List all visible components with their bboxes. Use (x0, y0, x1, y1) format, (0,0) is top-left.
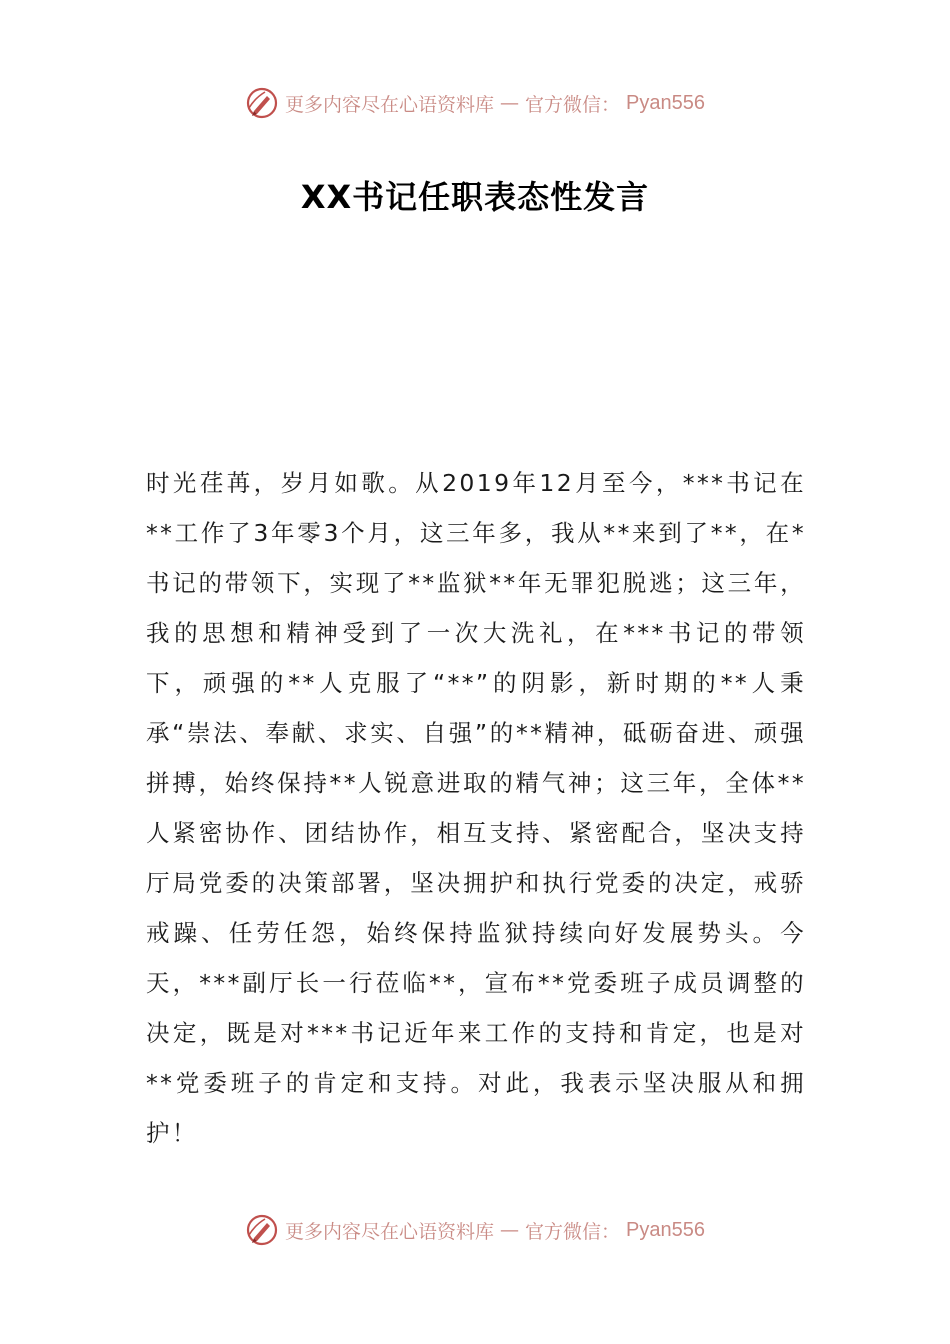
watermark-text: 更多内容尽在心语资料库 (285, 93, 495, 116)
watermark-separator: — (500, 1219, 520, 1241)
pen-logo-icon (245, 86, 279, 120)
watermark-wechat-label: 官方微信： (525, 93, 621, 116)
body-paragraph: 时光荏苒，岁月如歌。从2019年12月至今，***书记在**工作了3年零3个月，这三年多，我从**来到了**，在*书记的带领下，实现了**监狱**年无罪犯脱逃；这三年，我的思想和精神受到了一次大洗礼，在***书记的带领下，顽强的**人克服了“**”的阴影，新时期的**人秉承“崇法、奉献、求实、自强”的**精神，砥砺奋进、顽强拼搏，始终保持**人锐意进取的精气神；这三年，全体**人紧密协作、团结协作，相互支持、紧密配合，坚决支持厅局党委的决策部署，坚决拥护和执行党委的决定，戒骄戒躁、任劳任怨，始终保持监狱持续向好发展势头。今天，***副厅长一行莅临**，宣布**党委班子成员调整的决定，既是对***书记近年来工作的支持和肯定，也是对**党委班子的肯定和支持。对此，我表示坚决服从和拥护！ (146, 469, 806, 1147)
watermark-text: 更多内容尽在心语资料库 (285, 1220, 495, 1243)
pen-logo-icon (245, 1213, 279, 1247)
header-watermark (0, 83, 950, 123)
page-title: XX书记任职表态性发言 (300, 178, 650, 216)
watermark-wechat-label: 官方微信： (525, 1220, 621, 1243)
watermark-wechat-id: Pyan556 (626, 91, 705, 114)
watermark-wechat-id: Pyan556 (626, 1218, 705, 1241)
watermark-separator: — (500, 92, 520, 114)
footer-watermark (0, 1210, 950, 1250)
